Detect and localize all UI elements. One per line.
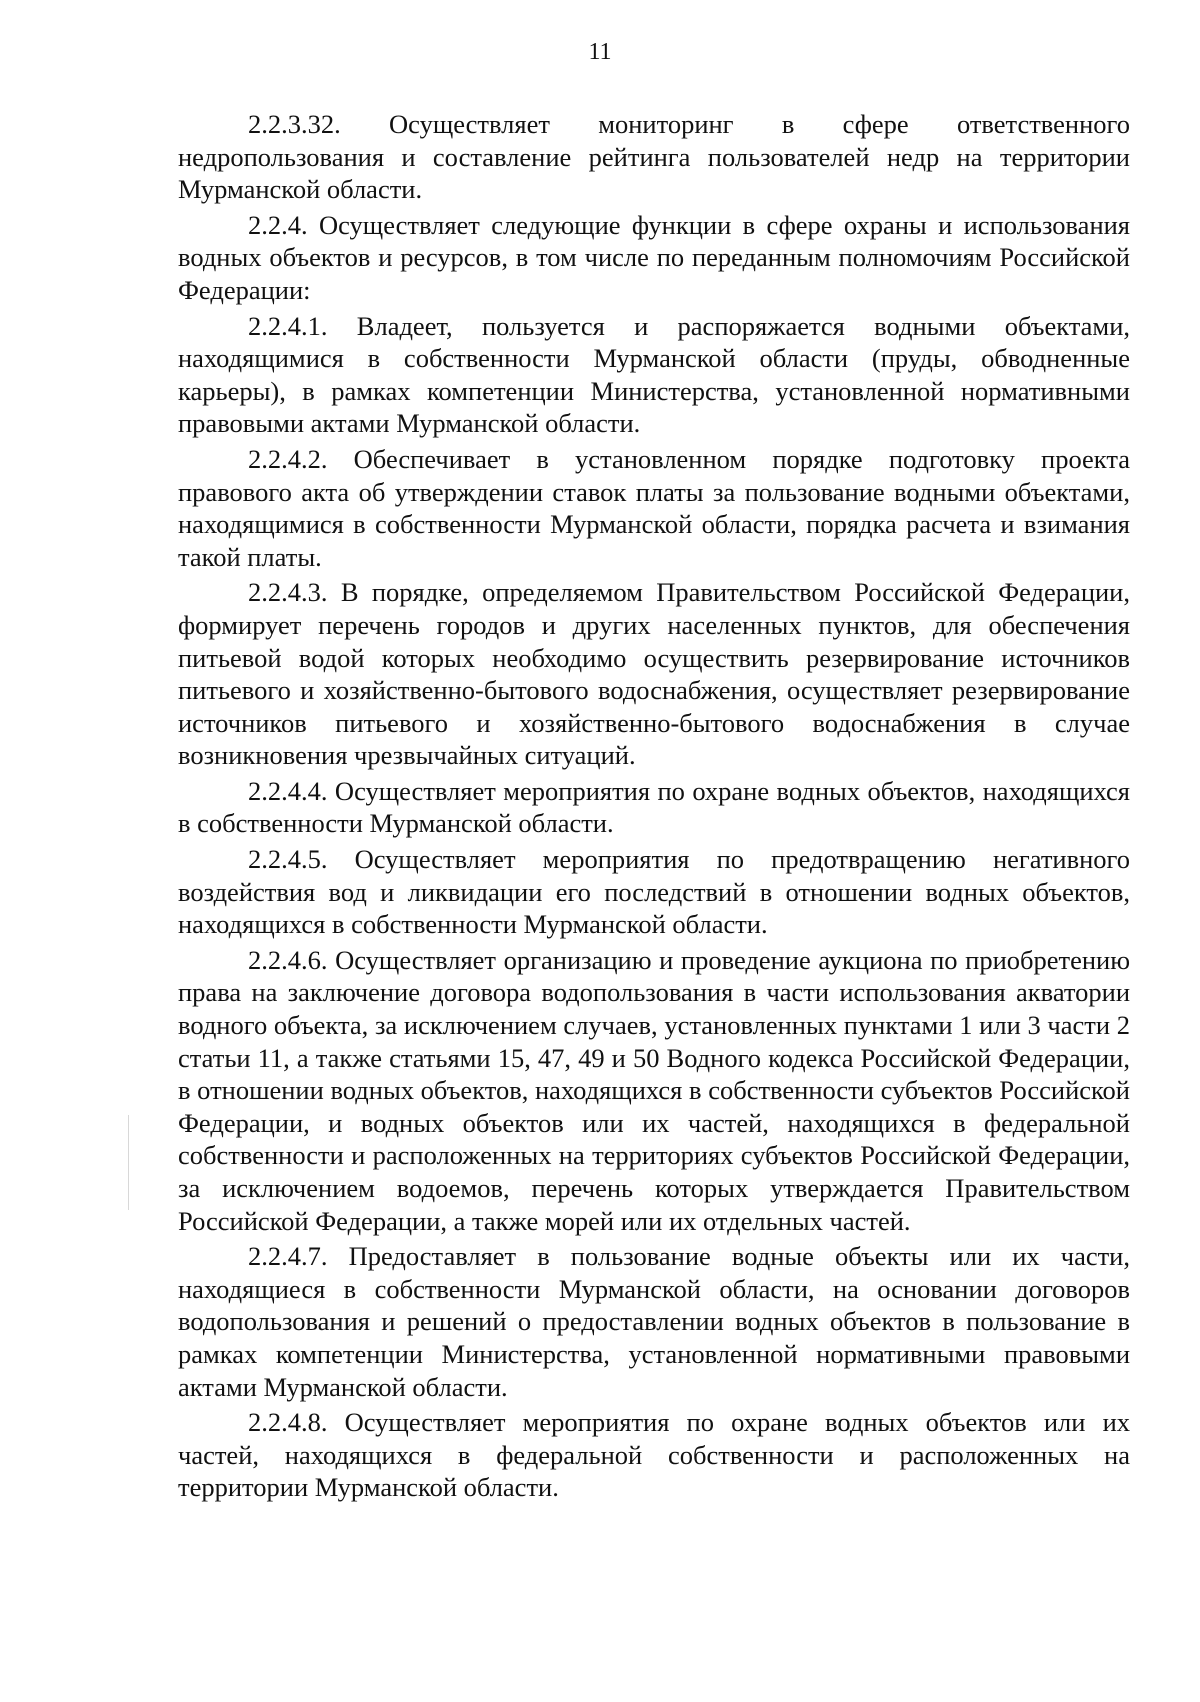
paragraph-2-2-4-2: 2.2.4.2. Обеспечивает в установленном порядке подготовку проекта правового акта об утверждении ставок платы за пользование водными объектами, находящимися в собственности Мурманской области, порядка расчета и взимания такой платы. [178,443,1130,572]
paragraph-2-2-4-5: 2.2.4.5. Осуществляет мероприятия по предотвращению негативного воздействия вод и ликвидации его последствий в отношении водных объектов, находящихся в собственности Мурманской области. [178,844,1130,940]
paragraph-2-2-4-7: 2.2.4.7. Предоставляет в пользование водные объекты или их части, находящиеся в собственности Мурманской области, на основании договоров водопользования и решений о предоставлении водных объектов в пользование в рамках компетенции Министерства, установленной нормативными правовыми актами Мурманской области. [178,1241,1130,1402]
paragraph-2-2-3-32: 2.2.3.32. Осуществляет мониторинг в сфере ответственного недропользования и составление рейтинга пользователей недр на территории Мурманской области. [178,109,1130,205]
paragraph-2-2-4: 2.2.4. Осуществляет следующие функции в сфере охраны и использования водных объектов и ресурсов, в том числе по переданным полномочиям Российской Федерации: [178,209,1130,305]
paragraph-2-2-4-3: 2.2.4.3. В порядке, определяемом Правительством Российской Федерации, формирует перечень городов и других населенных пунктов, для обеспечения питьевой водой которых необходимо осуществить резервирование источников питьевого и хозяйственно-бытового водоснабжения, осуществляет резервирование источников питьевого и хозяйственно-бытового водоснабжения в случае возникновения чрезвычайных ситуаций. [178,577,1130,771]
paragraph-2-2-4-8: 2.2.4.8. Осуществляет мероприятия по охране водных объектов или их частей, находящихся в федеральной собственности и расположенных на территории Мурманской области. [178,1407,1130,1503]
document-body [178,108,1130,1504]
scan-artifact-line [128,1115,129,1210]
page-number: 11 [588,39,612,65]
paragraph-2-2-4-1: 2.2.4.1. Владеет, пользуется и распоряжается водными объектами, находящимися в собственности Мурманской области (пруды, обводненные карьеры), в рамках компетенции Министерства, установленной нормативными правовыми актами Мурманской области. [178,310,1130,439]
paragraph-2-2-4-4: 2.2.4.4. Осуществляет мероприятия по охране водных объектов, находящихся в собственности Мурманской области. [178,775,1130,839]
paragraph-2-2-4-6: 2.2.4.6. Осуществляет организацию и проведение аукциона по приобретению права на заключение договора водопользования в части использования акватории водного объекта, за исключением случаев, установленных пунктами 1 или 3 части 2 статьи 11, а также статьями 15, 47, 49 и 50 Водного кодекса Российской Федерации, в отношении водных объектов, находящихся в собственности субъектов Российской Федерации, и водных объектов или их частей, находящихся в федеральной собственности и расположенных на территориях субъектов Российской Федерации, за исключением водоемов, перечень которых утверждается Правительством Российской Федерации, а также морей или их отдельных частей. [178,944,1130,1236]
